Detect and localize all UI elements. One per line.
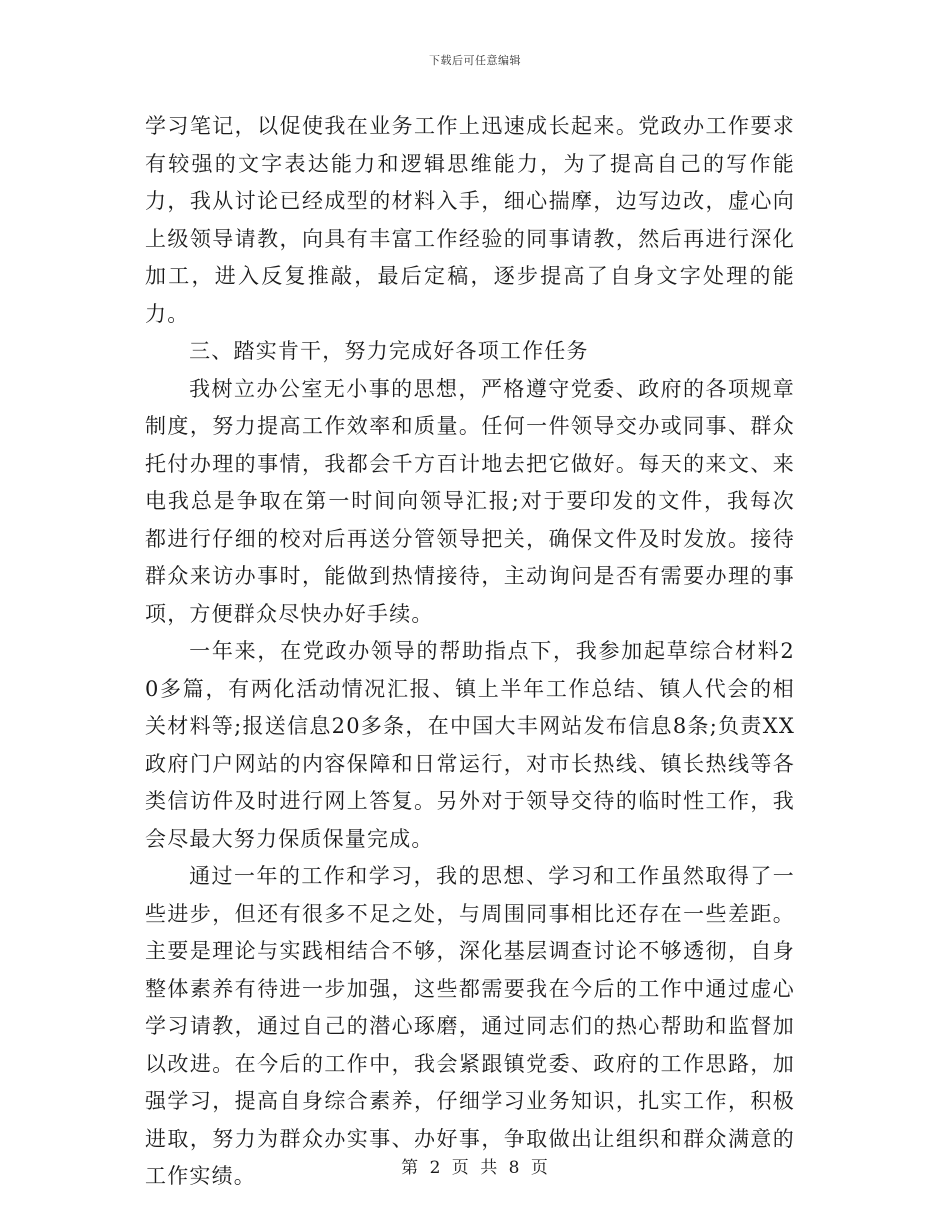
paragraph: 一年来，在党政办领导的帮助指点下，我参加起草综合材料20多篇，有两化活动情况汇报、镇上半年工作总结、镇人代会的相关材料等;报送信息20多条，在中国大丰网站发布信息8条;负责XX政府门户网站的内容保障和日常运行，对市长热线、镇长热线等各类信访件及时进行网上答复。另外对于领导交待的临时性工作，我会尽最大努力保质保量完成。 (145, 639, 795, 851)
paragraph: 我树立办公室无小事的思想，严格遵守党委、政府的各项规章制度，努力提高工作效率和质量。任何一件领导交办或同事、群众托付办理的事情，我都会千方百计地去把它做好。每天的来文、来电我总是争取在第一时间向领导汇报;对于要印发的文件，我每次都进行仔细的校对后再送分管领导把关，确保文件及时发放。接待群众来访办事时，能做到热情接待，主动询问是否有需要办理的事项，方便群众尽快办好手续。 (145, 376, 795, 626)
page-number: 第 2 页 共 8 页 (401, 1158, 549, 1178)
paragraph-continued: 学习笔记，以促使我在业务工作上迅速成长起来。党政办工作要求有较强的文字表达能力和逻辑思维能力，为了提高自己的写作能力，我从讨论已经成型的材料入手，细心揣摩，边写边改，虚心向上级领导请教，向具有丰富工作经验的同事请教，然后再进行深化加工，进入反复推敲，最后定稿，逐步提高了自身文字处理的能力。 (145, 114, 795, 326)
section-heading: 三、踏实肯干，努力完成好各项工作任务 (189, 339, 589, 363)
paragraph: 通过一年的工作和学习，我的思想、学习和工作虽然取得了一些进步，但还有很多不足之处，与周围同事相比还存在一些差距。主要是理论与实践相结合不够，深化基层调查讨论不够透彻，自身整体素养有待进一步加强，这些都需要我在今后的工作中通过虚心学习请教，通过自己的潜心琢磨，通过同志们的热心帮助和监督加以改进。在今后的工作中，我会紧跟镇党委、政府的工作思路，加强学习，提高自身综合素养，仔细学习业务知识，扎实工作，积极进取，努力为群众办实事、办好事，争取做出让组织和群众满意的工作实绩。 (145, 864, 795, 1188)
page-header: 下载后可任意编辑 (429, 54, 521, 67)
document-body (145, 108, 795, 1196)
